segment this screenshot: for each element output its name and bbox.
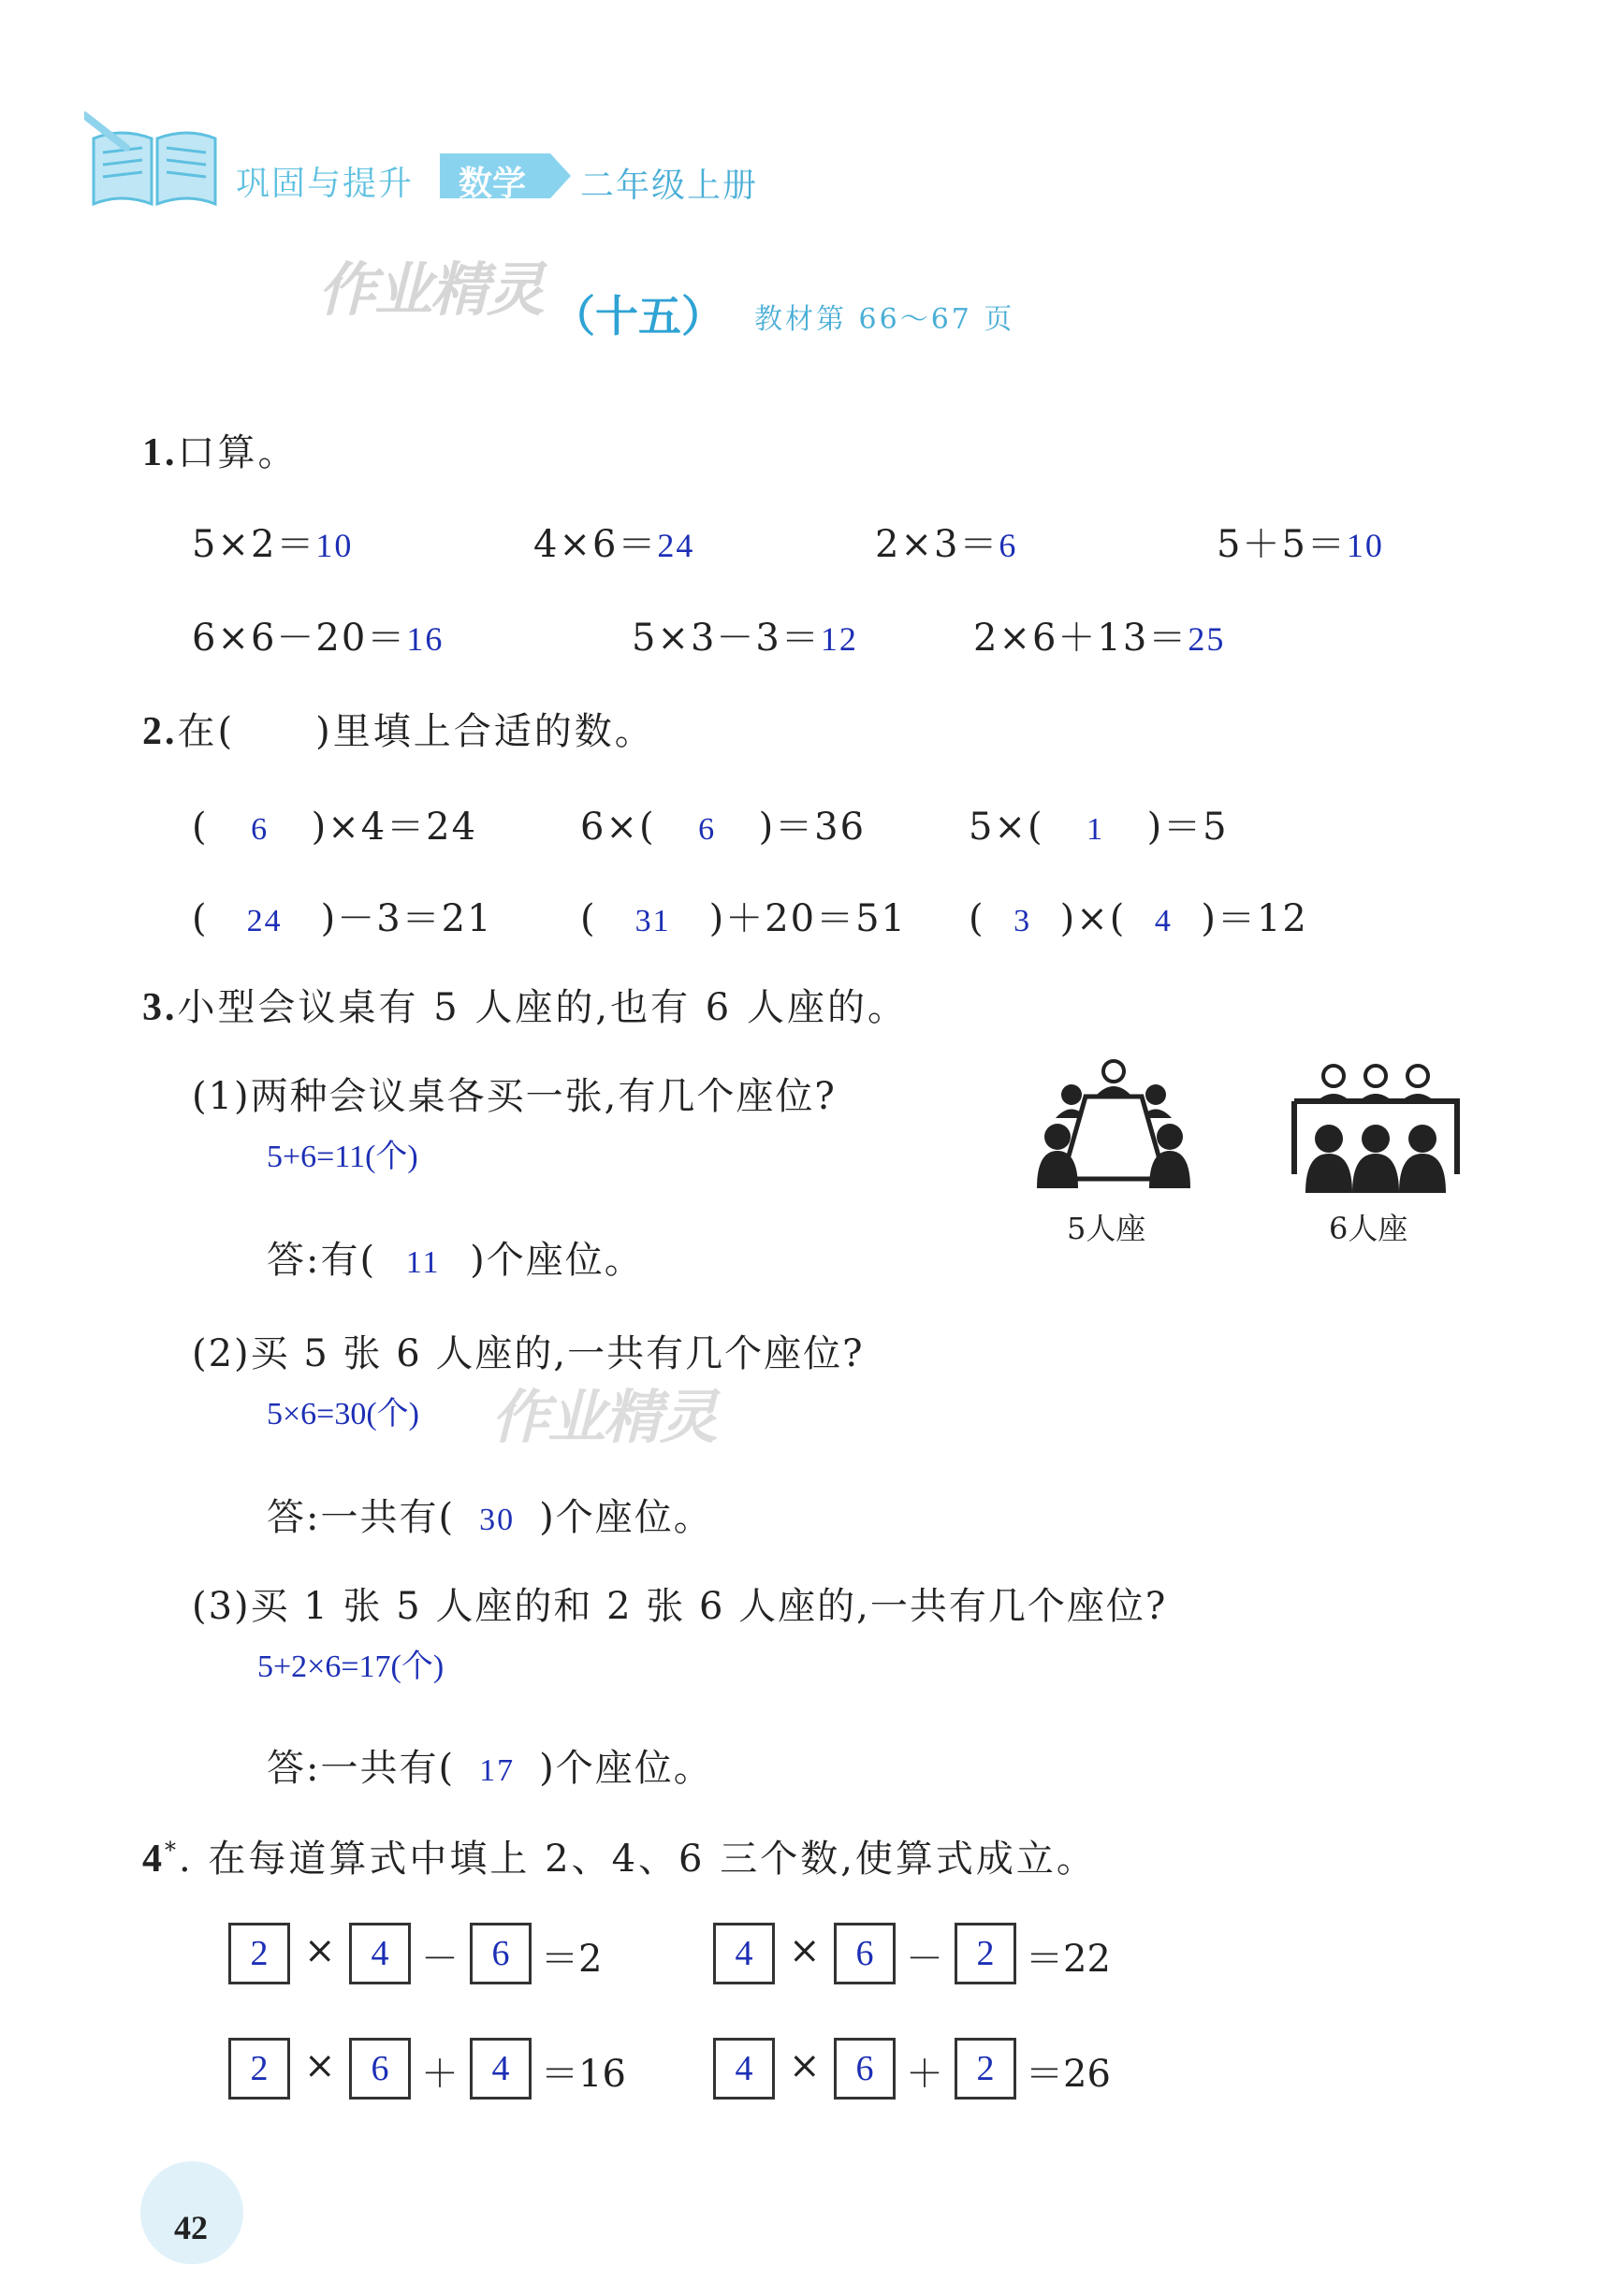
- answer-box: 6: [470, 1923, 532, 1984]
- q1-answer: 16: [406, 620, 445, 658]
- q2-item: ( 24 )－3＝21: [192, 897, 493, 940]
- q1-item: 5×2＝10: [192, 523, 354, 566]
- answer-box: 6: [349, 2038, 411, 2100]
- figure-label: 6人座: [1329, 1211, 1408, 1246]
- equation-result: ＝16: [541, 2053, 626, 2096]
- q1-answer: 24: [657, 527, 695, 564]
- lesson-title: （十五）: [552, 291, 724, 341]
- watermark: 作业精灵: [318, 255, 544, 324]
- equation-result: ＝26: [1026, 2053, 1111, 2096]
- q4-title: . 在每道算式中填上 2、4、6 三个数,使算式成立。: [179, 1838, 1097, 1881]
- subject-label: 数学: [459, 165, 527, 203]
- q1-item: 5＋5＝10: [1217, 523, 1384, 566]
- answer-box: 4: [713, 2038, 775, 2100]
- equation-result: ＝2: [541, 1938, 603, 1981]
- q1-answer: 10: [1346, 527, 1384, 564]
- five-seat-table-figure: [1029, 1057, 1198, 1198]
- operator: ×: [789, 2044, 821, 2087]
- q1-answer: 6: [999, 527, 1018, 564]
- q2-title: 在( )里填上合适的数。: [177, 710, 655, 753]
- operator: ×: [304, 2044, 336, 2087]
- q2-answer: 6: [251, 812, 270, 847]
- q2-item: ( 3 )×( 4 )＝12: [969, 897, 1308, 940]
- operator: ＋: [421, 2053, 459, 2096]
- q1-item: 2×6＋13＝25: [973, 617, 1226, 660]
- q2-answer: 1: [1086, 812, 1105, 847]
- six-seat-table-figure: [1287, 1062, 1465, 1198]
- q2-answer: 6: [698, 812, 717, 847]
- answer-box: 4: [713, 1923, 775, 1984]
- operator: ＋: [906, 2053, 943, 2096]
- q2-item: ( 6 )×4＝24: [192, 806, 478, 849]
- q4-star: *: [165, 1837, 179, 1864]
- grade-label: 二年级上册: [580, 167, 759, 205]
- q3-part-question: (3)买 1 张 5 人座的和 2 张 6 人座的,一共有几个座位?: [192, 1585, 1168, 1628]
- q2-number: 2.: [142, 710, 178, 753]
- q3-title: 小型会议桌有 5 人座的,也有 6 人座的。: [177, 986, 908, 1029]
- watermark: 作业精灵: [491, 1383, 717, 1451]
- q2-item: 5×( 1 )＝5: [969, 806, 1229, 849]
- q1-answer: 10: [315, 527, 354, 564]
- q2-answer: 31: [634, 904, 671, 938]
- q1-answer: 12: [820, 620, 858, 658]
- q3-answer: 30: [479, 1503, 516, 1537]
- q3-part-answer-line: 答:有( 11 )个座位。: [267, 1239, 644, 1282]
- q2-item: 6×( 6 )＝36: [580, 806, 867, 849]
- q1-answer: 25: [1188, 620, 1226, 658]
- operator: ×: [304, 1929, 336, 1972]
- q3-part-work: 5+6=11(个): [267, 1140, 418, 1174]
- equation-result: ＝22: [1026, 1938, 1111, 1981]
- q3-part-answer-line: 答:一共有( 17 )个座位。: [267, 1747, 713, 1790]
- answer-box: 4: [470, 2038, 532, 2100]
- q2-heading: [142, 702, 655, 755]
- q4-heading: [142, 1829, 1097, 1882]
- answer-box: 6: [834, 1923, 896, 1984]
- q3-part-question: (1)两种会议桌各买一张,有几个座位?: [192, 1075, 837, 1118]
- q3-number: 3.: [142, 986, 178, 1029]
- q1-item: 5×3－3＝12: [632, 617, 858, 660]
- lesson-pages: 教材第 66～67 页: [754, 303, 1015, 336]
- answer-box: 6: [834, 2038, 896, 2100]
- q3-part-answer-line: 答:一共有( 30 )个座位。: [267, 1496, 713, 1539]
- q3-heading: [142, 978, 908, 1031]
- q1-number: 1.: [142, 431, 178, 474]
- q2-item: ( 31 )＋20＝51: [580, 897, 908, 940]
- answer-box: 4: [349, 1923, 411, 1984]
- q3-part-work: 5+2×6=17(个): [257, 1649, 445, 1684]
- figure-label: 5人座: [1067, 1211, 1146, 1246]
- q2-answer: 3: [1013, 904, 1032, 938]
- answer-box: 2: [955, 1923, 1016, 1984]
- book-title: 巩固与提升: [236, 165, 415, 203]
- operator: －: [421, 1938, 459, 1981]
- q3-answer: 17: [479, 1753, 516, 1788]
- answer-box: 2: [228, 2038, 290, 2100]
- q3-answer: 11: [405, 1245, 441, 1280]
- answer-box: 2: [955, 2038, 1016, 2100]
- q2-answer: 24: [246, 904, 283, 938]
- q4-number: 4: [142, 1838, 165, 1881]
- page-number: 42: [174, 2209, 208, 2246]
- q1-heading: [142, 423, 299, 476]
- operator: －: [906, 1938, 943, 1981]
- q3-part-question: (2)买 5 张 6 人座的,一共有几个座位?: [192, 1332, 865, 1375]
- q2-answer: 4: [1154, 904, 1173, 938]
- q1-item: 2×3＝6: [875, 523, 1018, 566]
- q1-title: 口算。: [177, 431, 299, 474]
- q3-part-work: 5×6=30(个): [267, 1397, 419, 1431]
- q1-item: 6×6－20＝16: [192, 617, 445, 660]
- operator: ×: [789, 1929, 821, 1972]
- q1-item: 4×6＝24: [533, 523, 695, 566]
- book-icon: [84, 110, 225, 213]
- answer-box: 2: [228, 1923, 290, 1984]
